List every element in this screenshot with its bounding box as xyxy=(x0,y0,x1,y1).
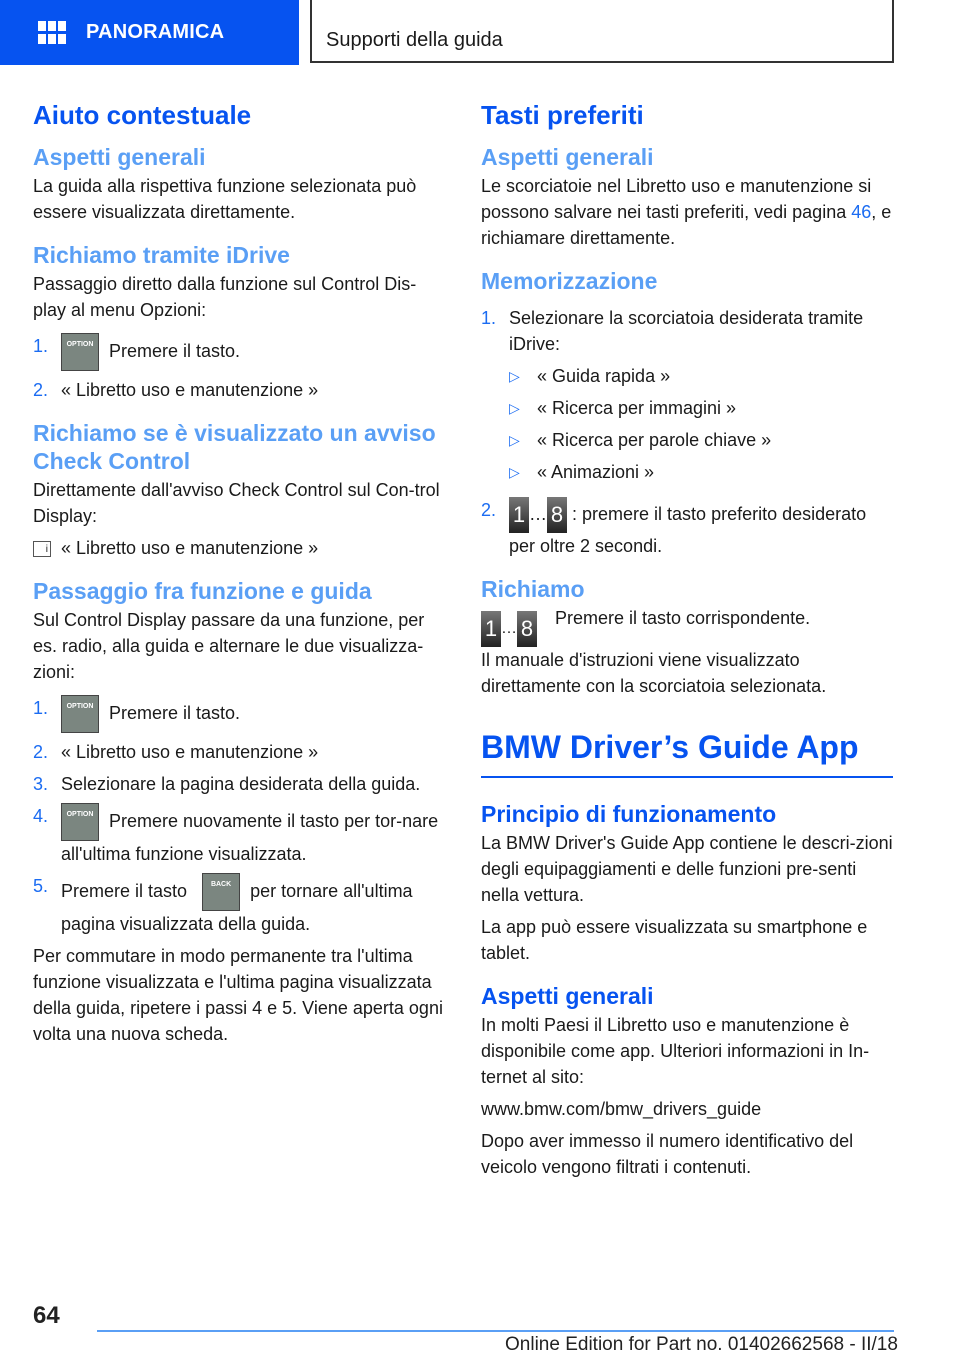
heading: Tasti preferiti xyxy=(481,100,644,130)
left-column xyxy=(33,100,445,1053)
subheading: Memorizzazione xyxy=(481,268,658,294)
heading: Aiuto contestuale xyxy=(33,100,252,130)
list-item: 2. « Libretto uso e manutenzione » xyxy=(33,742,319,762)
back-key-icon: BACK xyxy=(202,873,240,911)
recall-row: 1 … 8 Premere il tasto corrispondente. xyxy=(481,605,893,647)
paragraph: La BMW Driver's Guide App contiene le descri-zioni degli equipaggiamenti e delle funzioni pre-senti nella vettura. xyxy=(481,833,893,905)
triangle-bullet-icon: ▷ xyxy=(509,464,520,480)
favorite-key-1-icon: 1 xyxy=(509,497,529,533)
section-title: Supporti della guida xyxy=(326,29,503,51)
list-item: 1. Selezionare la scorciatoia desiderata tramite iDrive: ▷ « Guida rapida » ▷ « Ricerca per immagini » ▷ « Ricerca per parole chiave » ▷ « Animazioni » xyxy=(481,305,893,491)
favorite-key-8-icon: 8 xyxy=(547,497,567,533)
subheading: Richiamo tramite iDrive xyxy=(33,242,290,268)
paragraph: Dopo aver immesso il numero identificativo del veicolo vengono filtrati i contenuti. xyxy=(481,1131,854,1177)
subheading: Aspetti generali xyxy=(33,144,206,170)
page-number: 64 xyxy=(33,1302,60,1329)
page-link[interactable]: 46 xyxy=(851,202,872,222)
list-item: 5. Premere il tasto BACK per tornare all'ultima pagina visualizzata della guida. xyxy=(33,873,445,937)
edition-text: Online Edition for Part no. 01402662568 - II/18 xyxy=(505,1334,898,1355)
subheading: Richiamo xyxy=(481,576,585,602)
paragraph: Sul Control Display passare da una funzione, per es. radio, alla guida e alternare le due visualizza-zioni: xyxy=(33,610,425,682)
triangle-bullet-icon: ▷ xyxy=(509,368,520,384)
list-item: 1. OPTION Premere il tasto. xyxy=(33,695,445,733)
overview-tab[interactable] xyxy=(0,0,299,65)
list-item: 4. OPTION Premere nuovamente il tasto per tor-nare all'ultima funzione visualizzata. xyxy=(33,803,445,867)
bullet-item: ▷ « Animazioni » xyxy=(509,459,893,485)
list-item: 1. OPTION Premere il tasto. xyxy=(33,333,445,371)
list-item: 2. « Libretto uso e manutenzione » xyxy=(33,380,319,400)
chapter-title: BMW Driver’s Guide App xyxy=(481,729,893,778)
url-text: www.bmw.com/bmw_drivers_guide xyxy=(481,1099,762,1119)
option-key-icon: OPTION xyxy=(61,333,99,371)
grid-icon xyxy=(38,21,66,45)
paragraph: In molti Paesi il Libretto uso e manutenzione è disponibile come app. Ulteriori informazioni in In-ternet al sito: xyxy=(481,1015,870,1087)
subheading: Passaggio fra funzione e guida xyxy=(33,578,372,604)
triangle-bullet-icon: ▷ xyxy=(509,432,520,448)
subheading: Aspetti generali xyxy=(481,144,654,170)
paragraph: Le scorciatoie nel Libretto uso e manutenzione si possono salvare nei tasti preferiti, vedi pagina 46, e richiamare direttamente. xyxy=(481,176,892,248)
subheading: Aspetti generali xyxy=(481,983,654,1009)
paragraph: Passaggio diretto dalla funzione sul Control Dis-play al menu Opzioni: xyxy=(33,274,417,320)
paragraph: Direttamente dall'avviso Check Control sul Con-trol Display: xyxy=(33,480,440,526)
option-key-icon: OPTION xyxy=(61,695,99,733)
paragraph: Per commutare in modo permanente tra l'ultima funzione visualizzata e l'ultima pagina visualizzata della guida, ripetere i passi 4 e 5. Viene aperta ogni volta una nuova scheda. xyxy=(33,946,443,1044)
list-item: 2. 1 … 8 : premere il tasto preferito desiderato per oltre 2 secondi. xyxy=(481,497,893,559)
subheading: Richiamo se è visualizzato un avviso Check Control xyxy=(33,420,436,474)
section-header xyxy=(310,0,894,63)
right-column xyxy=(481,100,893,1186)
bullet-item: ▷ « Ricerca per parole chiave » xyxy=(509,427,893,453)
triangle-bullet-icon: ▷ xyxy=(509,400,520,416)
paragraph: La app può essere visualizzata su smartphone e tablet. xyxy=(481,917,868,963)
manual-book-icon: i xyxy=(33,541,51,557)
paragraph: La guida alla rispettiva funzione selezionata può essere visualizzata direttamente. xyxy=(33,176,417,222)
overview-tab-label: PANORAMICA xyxy=(86,21,225,43)
bullet-item: ▷ « Ricerca per immagini » xyxy=(509,395,893,421)
favorite-keys-icon: 1 … 8 xyxy=(481,605,555,647)
paragraph: Il manuale d'istruzioni viene visualizzato direttamente con la scorciatoia selezionata. xyxy=(481,650,827,696)
subheading: Principio di funzionamento xyxy=(481,801,777,827)
footer-divider xyxy=(97,1330,894,1332)
option-key-icon: OPTION xyxy=(61,803,99,841)
list-item: 3. Selezionare la pagina desiderata della guida. xyxy=(33,774,421,794)
list-item: i « Libretto uso e manutenzione » xyxy=(33,535,445,561)
bullet-item: ▷ « Guida rapida » xyxy=(509,363,893,389)
